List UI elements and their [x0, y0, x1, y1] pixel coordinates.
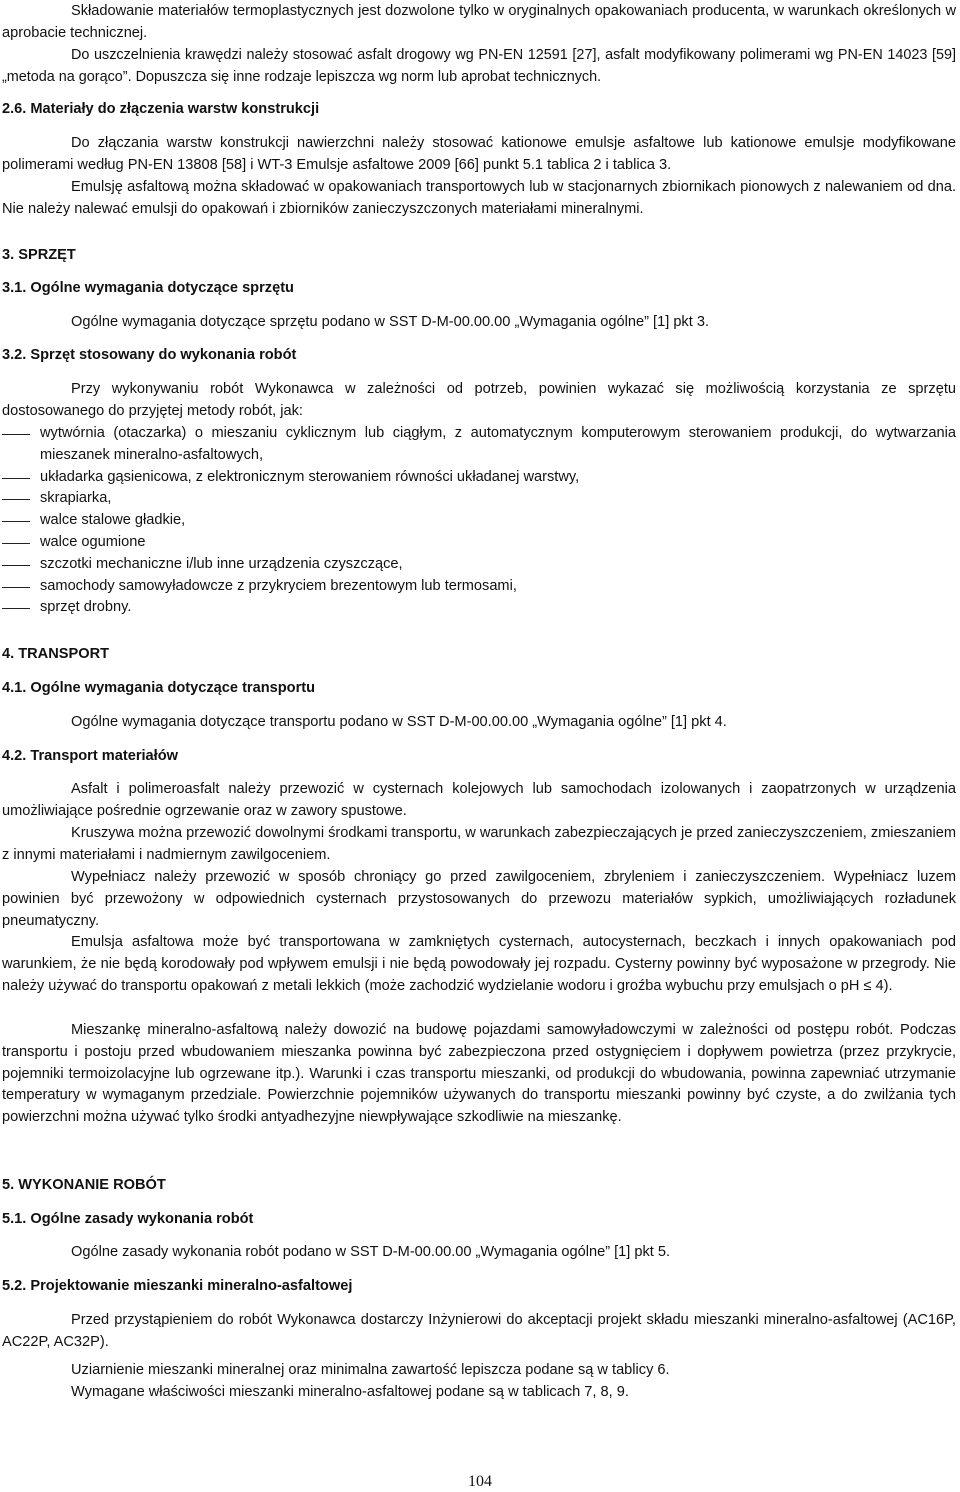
dash-bullet	[2, 543, 30, 544]
heading-3-2: 3.2. Sprzęt stosowany do wykonania robót	[2, 347, 297, 363]
list-item: skrapiarka,	[2, 488, 956, 510]
list-item: układarka gąsienicowa, z elektronicznym sterowaniem równości układanej warstwy,	[2, 467, 956, 489]
dash-bullet	[2, 608, 30, 609]
list-item: sprzęt drobny.	[2, 597, 956, 619]
page-number: 104	[468, 1473, 492, 1490]
dash-bullet	[2, 499, 30, 500]
paragraph-equipment-intro: Przy wykonywaniu robót Wykonawca w zależności od potrzeb, powinien wykazać się możliwością korzystania ze sprzętu dostosowanego do przyjętej metody robót, jak:	[2, 381, 956, 419]
heading-3: 3. SPRZĘT	[2, 247, 76, 263]
list-item: samochody samowyładowcze z przykryciem brezentowym lub termosami,	[2, 576, 956, 598]
list-item: szczotki mechaniczne i/lub inne urządzenia czyszczące,	[2, 554, 956, 576]
heading-5: 5. WYKONANIE ROBÓT	[2, 1177, 166, 1193]
paragraph-mix-design: Przed przystąpieniem do robót Wykonawca dostarczy Inżynierowi do akceptacji projekt składu mieszanki mineralno-asfaltowej (AC16P, AC22P, AC32P).	[2, 1312, 956, 1350]
heading-4-1: 4.1. Ogólne wymagania dotyczące transportu	[2, 680, 316, 696]
paragraph-aggregate-transport: Kruszywa można przewozić dowolnymi środkami transportu, w warunkach zabezpieczających je przed zanieczyszczeniem, zmieszaniem z innymi materiałami i nadmiernym zawilgoceniem.	[2, 825, 956, 863]
equipment-list	[2, 423, 956, 619]
paragraph-transport-general: Ogólne wymagania dotyczące transportu podano w SST D-M-00.00.00 „Wymagania ogólne” [1] pkt 4.	[71, 714, 727, 730]
dash-bullet	[2, 478, 30, 479]
paragraph-equipment-general: Ogólne wymagania dotyczące sprzętu podano w SST D-M-00.00.00 „Wymagania ogólne” [1] pkt 3.	[71, 314, 710, 330]
heading-2-6: 2.6. Materiały do złączenia warstw konstrukcji	[2, 101, 320, 117]
paragraph-asphalt-transport: Asfalt i polimeroasfalt należy przewozić w cysternach kolejowych lub samochodach izolowanych i zaopatrzonych w urządzenia umożliwiające pośrednie ogrzewanie oraz w zawory spustowe.	[2, 781, 956, 819]
paragraph-works-general: Ogólne zasady wykonania robót podano w SST D-M-00.00.00 „Wymagania ogólne” [1] pkt 5.	[71, 1244, 671, 1260]
paragraph-mixture-transport: Mieszankę mineralno-asfaltową należy dowozić na budowę pojazdami samowyładowczymi w zależności od postępu robót. Podczas transportu i postoju przed wbudowaniem mieszanka powinna być zabezpieczona przed ostygnięciem i dopływem powietrza (przez przykrycie, pojemniki termoizolacyjne lub ogrzewane itp.). Warunki i czas transportu mieszanki, od produkcji do wbudowania, powinna zapewniać utrzymanie temperatury w wymaganym przedziale. Powierzchnie pojemników używanych do transportu mieszanki powinny być czyste, a do zwilżania tych powierzchni można używać tylko środki antyadhezyjne niewpływające szkodliwie na mieszankę.	[2, 1022, 956, 1126]
paragraph-emulsions: Do złączania warstw konstrukcji nawierzchni należy stosować kationowe emulsje asfaltowe lub kationowe emulsje modyfikowane polimerami według PN-EN 13808 [58] i WT-3 Emulsje asfaltowe 2009 [66] punkt 5.1 tablica 2 i tablica 3.	[2, 135, 956, 173]
heading-3-1: 3.1. Ogólne wymagania dotyczące sprzętu	[2, 280, 294, 296]
heading-5-1: 5.1. Ogólne zasady wykonania robót	[2, 1211, 254, 1227]
paragraph-emulsion-transport: Emulsja asfaltowa może być transportowana w zamkniętych cysternach, autocysternach, beczkach i innych opakowaniach pod warunkiem, że nie będą korodowały pod wpływem emulsji i nie będą powodowały jej rozpadu. Cysterny powinny być wyposażone w przegrody. Nie należy używać do transportu opakowań z metali lekkich (może zachodzić wydzielanie wodoru i groźba wybuchu przy emulsjach o pH ≤ 4).	[2, 934, 956, 994]
list-item: walce stalowe gładkie,	[2, 510, 956, 532]
heading-4-2: 4.2. Transport materiałów	[2, 748, 178, 764]
dash-bullet	[2, 434, 30, 435]
paragraph-properties: Wymagane właściwości mieszanki mineralno-asfaltowej podane są w tablicach 7, 8, 9.	[71, 1384, 629, 1400]
dash-bullet	[2, 565, 30, 566]
list-item: wytwórnia (otaczarka) o mieszaniu cyklicznym lub ciągłym, z automatycznym komputerowym sterowaniem produkcji, do wytwarzania mieszanek mineralno-asfaltowych,	[2, 423, 956, 467]
paragraph-filler-transport: Wypełniacz należy przewozić w sposób chroniący go przed zawilgoceniem, zbryleniem i zanieczyszczeniem. Wypełniacz luzem powinien być przewożony w odpowiednich cysternach przystosowanych do przewozu materiałów sypkich, umożliwiających rozładunek pneumatyczny.	[2, 869, 956, 929]
heading-5-2: 5.2. Projektowanie mieszanki mineralno-asfaltowej	[2, 1278, 353, 1294]
paragraph-edge-sealing: Do uszczelnienia krawędzi należy stosować asfalt drogowy wg PN-EN 12591 [27], asfalt modyfikowany polimerami wg PN-EN 14023 [59] „metoda na gorąco”. Dopuszcza się inne rodzaje lepiszcza wg norm lub aprobat technicznych.	[2, 47, 956, 85]
paragraph-storage-thermoplastics: Składowanie materiałów termoplastycznych jest dozwolone tylko w oryginalnych opakowaniach producenta, w warunkach określonych w aprobacie technicznej.	[2, 3, 956, 41]
dash-bullet	[2, 521, 30, 522]
list-item: walce ogumione	[2, 532, 956, 554]
paragraph-emulsion-storage: Emulsję asfaltową można składować w opakowaniach transportowych lub w stacjonarnych zbiornikach pionowych z nalewaniem od dna. Nie należy nalewać emulsji do opakowań i zbiorników zanieczyszczonych materiałami mineralnymi.	[2, 179, 956, 217]
dash-bullet	[2, 587, 30, 588]
paragraph-grading: Uziarnienie mieszanki mineralnej oraz minimalna zawartość lepiszcza podane są w tablicy 6.	[71, 1362, 670, 1378]
heading-4: 4. TRANSPORT	[2, 646, 110, 662]
